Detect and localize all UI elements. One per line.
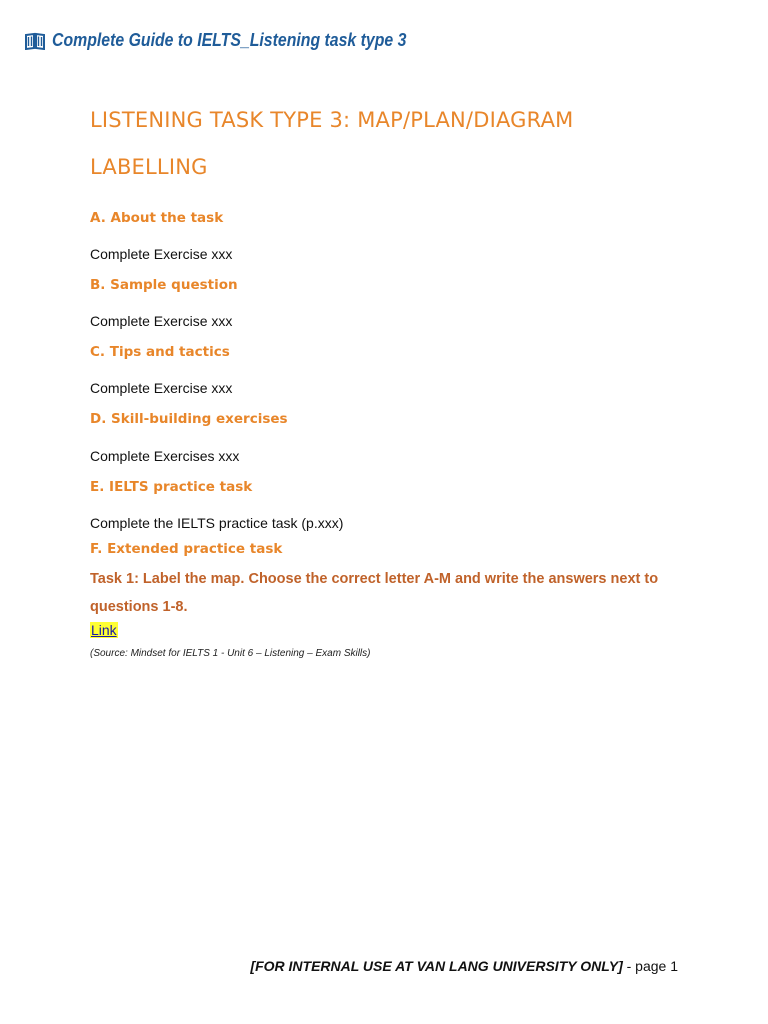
open-book-icon (24, 32, 46, 50)
section-b-body: Complete Exercise xxx (90, 313, 233, 329)
task-instruction: Task 1: Label the map. Choose the correct letter A-M and write the answers next to questions 1-8. (90, 571, 659, 615)
header-title: Complete Guide to IELTS_Listening task type 3 (52, 30, 407, 50)
internal-use-notice: [FOR INTERNAL USE AT VAN LANG UNIVERSITY ONLY] (250, 958, 623, 974)
section-b-heading: B. Sample question (90, 277, 238, 293)
section-c-heading: C. Tips and tactics (90, 344, 230, 360)
page-footer (250, 958, 678, 974)
section-d-body: Complete Exercises xxx (90, 448, 240, 464)
document-title-line-1: LISTENING TASK TYPE 3: MAP/PLAN/DIAGRAM (90, 108, 574, 132)
section-a-body: Complete Exercise xxx (90, 246, 233, 262)
section-f-heading: F. Extended practice task (90, 541, 283, 557)
section-e-heading: E. IELTS practice task (90, 479, 253, 495)
source-citation: (Source: Mindset for IELTS 1 - Unit 6 – Listening – Exam Skills) (90, 648, 371, 659)
section-e-body: Complete the IELTS practice task (p.xxx) (90, 515, 344, 531)
page-number: - page 1 (622, 958, 678, 974)
document-title-line-2: LABELLING (90, 155, 208, 179)
resource-link[interactable]: Link (91, 622, 117, 638)
section-a-heading: A. About the task (90, 210, 224, 226)
section-c-body: Complete Exercise xxx (90, 380, 233, 396)
page-header (24, 30, 455, 51)
section-d-heading: D. Skill-building exercises (90, 411, 288, 427)
